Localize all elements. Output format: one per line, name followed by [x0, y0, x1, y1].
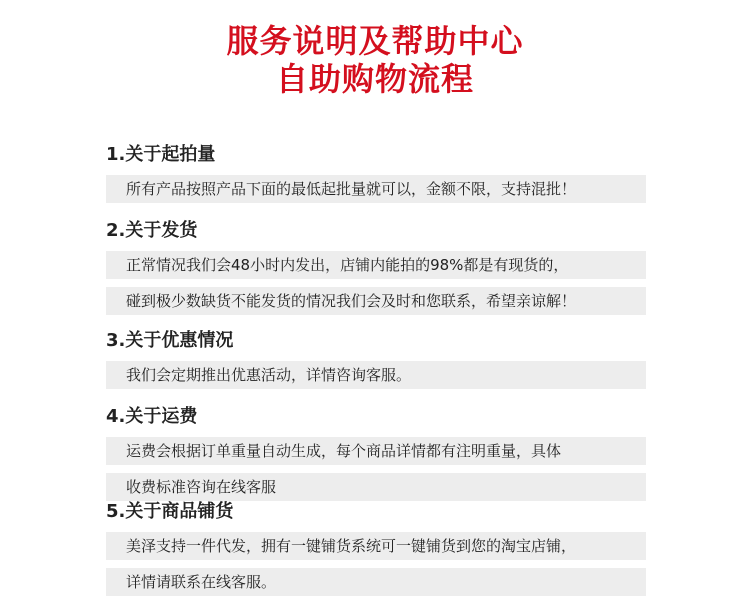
info-line: 运费会根据订单重量自动生成，每个商品详情都有注明重量，具体: [106, 437, 646, 465]
section-minimum-order: [106, 143, 646, 203]
section-heading: 5.关于商品铺货: [106, 501, 234, 522]
section-freight: [106, 405, 646, 501]
page-title: 服务说明及帮助中心: [226, 22, 524, 60]
info-line: 美泽支持一件代发，拥有一键铺货系统可一键铺货到您的淘宝店铺，: [106, 532, 646, 560]
page-header: [0, 22, 750, 98]
section-heading: 1.关于起拍量: [106, 144, 216, 165]
info-line: 所有产品按照产品下面的最低起批量就可以，金额不限，支持混批！: [106, 175, 646, 203]
section-product-listing: [106, 500, 646, 596]
info-line: 碰到极少数缺货不能发货的情况我们会及时和您联系，希望亲谅解！: [106, 287, 646, 315]
info-line: 正常情况我们会48小时内发出，店铺内能拍的98%都是有现货的，: [106, 251, 646, 279]
section-heading: 4.关于运费: [106, 406, 198, 427]
section-discounts: [106, 329, 646, 389]
info-line: 详情请联系在线客服。: [106, 568, 646, 596]
page-subtitle: 自助购物流程: [275, 60, 474, 98]
section-heading: 3.关于优惠情况: [106, 330, 234, 351]
info-line: 我们会定期推出优惠活动，详情咨询客服。: [106, 361, 646, 389]
section-heading: 2.关于发货: [106, 220, 198, 241]
info-line: 收费标准咨询在线客服: [106, 473, 646, 501]
section-shipping: [106, 219, 646, 315]
